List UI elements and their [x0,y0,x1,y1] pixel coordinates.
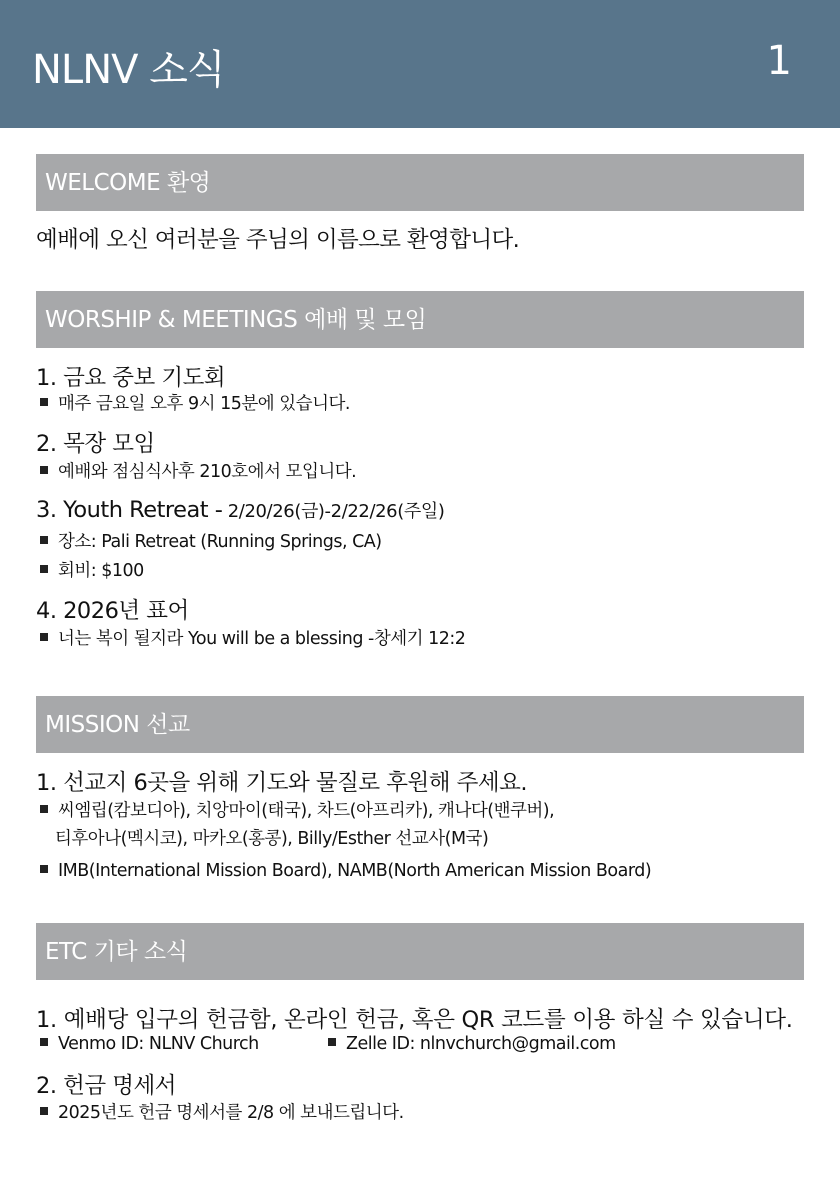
bullet-square-icon [40,865,48,873]
bullet-square-icon [40,565,48,573]
bullet-square-icon [40,633,48,641]
bullet-text: 매주 금요일 오후 9시 15분에 있습니다. [58,394,350,414]
bullet-text: 2025년도 헌금 명세서를 2/8 에 보내드립니다. [58,1103,404,1123]
bullet-square-icon [40,1038,48,1046]
etc-item-title: 2. 헌금 명세서 [36,1073,176,1099]
item-title-main: 3. Youth Retreat - [36,497,223,523]
section-heading-etc: ETC 기타 소식 [36,923,804,980]
bullet-item [40,1034,259,1054]
welcome-text: 예배에 오신 여러분을 주님의 이름으로 환영합니다. [36,227,520,253]
bullet-text: 장소: Pali Retreat (Running Springs, CA) [58,532,382,552]
mission-item-title: 1. 선교지 6곳을 위해 기도와 물질로 후원해 주세요. [36,770,527,796]
bullet-square-icon [40,398,48,406]
bullet-square-icon [40,466,48,474]
bullet-item [40,625,465,650]
bullet-text: Zelle ID: nlnvchurch@gmail.com [346,1034,616,1054]
bullet-item [40,557,144,582]
etc-item-title: 1. 예배당 입구의 헌금함, 온라인 헌금, 혹은 QR 코드를 이용 하실 수 있습니다. [36,1007,793,1033]
section-heading-welcome: WELCOME 환영 [36,154,804,211]
page-title: NLNV 소식 [32,47,225,93]
worship-item-title: 1. 금요 중보 기도회 [36,365,226,391]
page-number: 1 [766,38,792,84]
page-header [0,0,840,128]
bullet-square-icon [40,1107,48,1115]
bullet-text: IMB(International Mission Board), NAMB(North American Mission Board) [58,861,652,881]
bullet-text: 예배와 점심식사후 210호에서 모입니다. [58,462,357,482]
item-title-dates: 2/20/26(금)-2/22/26(주일) [222,501,445,522]
bullet-item [40,528,382,553]
bullet-item [40,1099,404,1124]
bullet-item [40,797,554,822]
bullet-square-icon [328,1038,336,1046]
section-heading-worship: WORSHIP & MEETINGS 예배 및 모임 [36,291,804,348]
bullet-text: Venmo ID: NLNV Church [58,1034,259,1054]
worship-item-title: 4. 2026년 표어 [36,598,189,624]
bullet-continuation-text: 티후아나(멕시코), 마카오(홍콩), Billy/Esther 선교사(M국) [55,829,489,849]
bullet-square-icon [40,805,48,813]
bullet-text: 씨엠립(캄보디아), 치앙마이(태국), 차드(아프리카), 캐나다(밴쿠버), [58,801,555,821]
bullet-item [40,458,356,483]
bullet-item [40,861,651,881]
bullet-text: 너는 복이 될지라 You will be a blessing -창세기 12:2 [58,629,466,649]
bullet-text: 회비: $100 [58,561,144,581]
bullet-item [328,1034,616,1054]
worship-item-title [36,497,444,523]
bullet-item [40,390,350,415]
worship-item-title: 2. 목장 모임 [36,431,155,457]
section-heading-mission: MISSION 선교 [36,696,804,753]
bullet-square-icon [40,536,48,544]
